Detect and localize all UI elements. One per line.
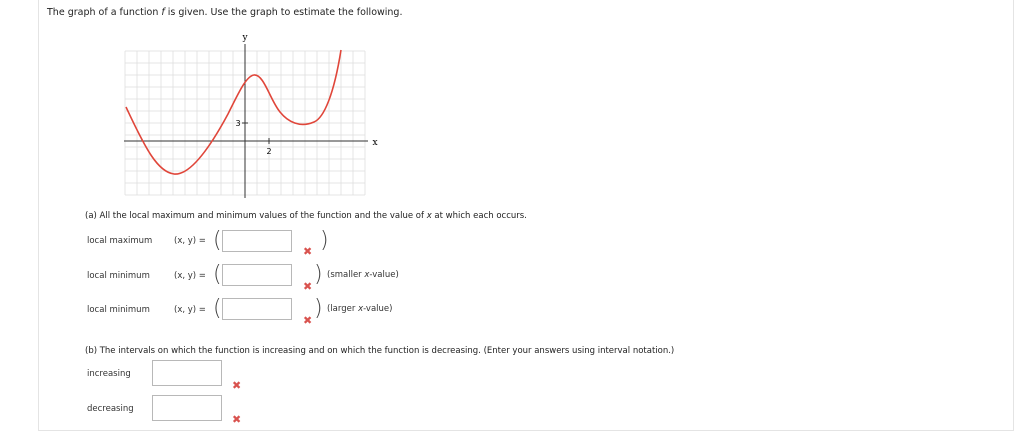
incorrect-icon: ✖ bbox=[303, 314, 313, 327]
part-a-prompt: (a) All the local maximum and minimum values of the function and the value of x at which each occurs. bbox=[85, 211, 527, 221]
local-minimum-smaller-label: local minimum bbox=[87, 271, 150, 281]
smaller-x-note: (smaller x-value) bbox=[327, 270, 399, 280]
incorrect-icon: ✖ bbox=[232, 413, 242, 426]
question-intro: The graph of a function f is given. Use the graph to estimate the following. bbox=[47, 7, 403, 18]
open-paren: ( bbox=[213, 228, 222, 253]
function-graph bbox=[118, 30, 388, 200]
x-tick-label: 2 bbox=[266, 147, 272, 156]
decreasing-label: decreasing bbox=[87, 404, 134, 414]
xy-label: (x, y) = bbox=[174, 305, 206, 315]
incorrect-icon: ✖ bbox=[303, 245, 313, 258]
increasing-input[interactable] bbox=[152, 360, 222, 386]
local-minimum-smaller-input[interactable] bbox=[222, 264, 292, 286]
xy-label: (x, y) = bbox=[174, 271, 206, 281]
open-paren: ( bbox=[213, 296, 222, 321]
increasing-label: increasing bbox=[87, 369, 131, 379]
x-axis-label: x bbox=[372, 138, 378, 148]
y-tick-label: 3 bbox=[235, 119, 241, 128]
xy-label: (x, y) = bbox=[174, 236, 206, 246]
local-maximum-input[interactable] bbox=[222, 230, 292, 252]
close-paren: ) bbox=[314, 296, 323, 321]
incorrect-icon: ✖ bbox=[303, 280, 313, 293]
function-curve bbox=[126, 50, 341, 174]
part-b-prompt: (b) The intervals on which the function is increasing and on which the function is decreasing. (Enter your answers using interval notation.) bbox=[85, 346, 675, 356]
open-paren: ( bbox=[213, 262, 222, 287]
incorrect-icon: ✖ bbox=[232, 379, 242, 392]
y-axis-label: y bbox=[242, 33, 248, 43]
local-maximum-label: local maximum bbox=[87, 236, 153, 246]
close-paren: ) bbox=[314, 262, 323, 287]
decreasing-input[interactable] bbox=[152, 395, 222, 421]
close-paren: ) bbox=[320, 228, 329, 253]
local-minimum-larger-input[interactable] bbox=[222, 298, 292, 320]
local-minimum-larger-label: local minimum bbox=[87, 305, 150, 315]
larger-x-note: (larger x-value) bbox=[327, 304, 393, 314]
